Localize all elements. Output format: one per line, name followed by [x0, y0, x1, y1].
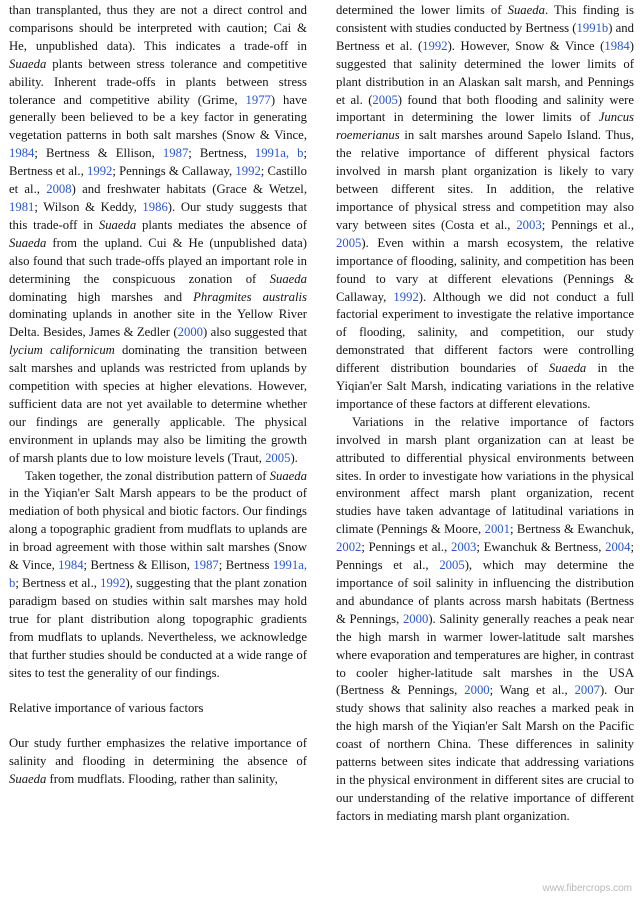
citation-link[interactable]: 1984	[9, 146, 35, 161]
citation-link[interactable]: 2005	[439, 558, 465, 573]
citation-link[interactable]: 1991a, b	[9, 558, 307, 590]
citation-link[interactable]: 1992	[422, 38, 448, 53]
citation-link[interactable]: 1991b	[576, 20, 609, 35]
citation-link[interactable]: 1992	[235, 164, 261, 179]
left-paragraph-2: Taken together, the zonal distribution pattern of Suaeda in the Yiqian'er Salt Marsh appears to be the product of mediation of both physical and biotic factors. Our findings along a topographic gradient from mudflats to uplands are in broad agreement with those within salt marshes (Snow & Vince, 1984; Bertness & Ellison, 1987; Bertness 1991a, b; Bertness et al., 1992), suggesting that the plant zonation paradigm based on studies within salt marshes may hold true for plant distribution along topographic gradients from mudflats to uplands. Nevertheless, we acknowledge that further studies should be conducted at a wide range of sites to test the generality of our findings.	[9, 468, 307, 680]
citation-link[interactable]: 1984	[604, 38, 630, 53]
left-paragraph-3: Our study further emphasizes the relative importance of salinity and flooding in determining the absence of Suaeda from mudflats. Flooding, rather than salinity,	[9, 736, 307, 787]
citation-link[interactable]: 2005	[265, 450, 291, 465]
left-paragraph-1: than transplanted, thus they are not a direct control and comparisons should be interpreted with caution; Cai & He, unpublished data). This indicates a trade-off in Suaeda plants between stress tolerance and competitive ability. Inherent trade-offs in plants between stress tolerance and competitive ability (Grime, 1977) have generally been believed to be a key factor in generating vegetation patterns in both salt marshes (Snow & Vince, 1984; Bertness & Ellison, 1987; Bertness, 1991a, b; Bertness et al., 1992; Pennings & Callaway, 1992; Castillo et al., 2008) and freshwater habitats (Grace & Wetzel, 1981; Wilson & Keddy, 1986). Our study suggests that this trade-off in Suaeda plants mediates the absence of Suaeda from the upland. Cui & He (unpublished data) also found that such trade-offs played an important role in determining the conspicuous zonation of Suaeda dominating high marshes and Phragmites australis dominating uplands in another site in the Yellow River Delta. Besides, James & Zedler (2000) also suggested that lycium californicum dominating the transition between salt marshes and uplands was restricted from uplands by competition with species at higher elevations. However, sufficient data are not yet available to determine whether our findings are generally applicable. The physical environment in uplands may also be limiting the growth of marsh plants due to low moisture levels (Traut, 2005).	[9, 3, 307, 465]
citation-link[interactable]: 2005	[372, 92, 398, 107]
species-name: Phragmites australis	[193, 289, 307, 304]
citation-link[interactable]: 2007	[574, 683, 600, 698]
citation-link[interactable]: 2000	[464, 683, 490, 698]
citation-link[interactable]: 1977	[245, 92, 271, 107]
citation-link[interactable]: 1986	[142, 199, 168, 214]
citation-link[interactable]: 2002	[336, 540, 362, 555]
citation-link[interactable]: 1991a, b	[254, 146, 304, 161]
species-name: Suaeda	[269, 271, 307, 286]
right-column	[336, 2, 634, 826]
species-name: Suaeda	[9, 772, 47, 787]
citation-link[interactable]: 2004	[605, 540, 631, 555]
citation-link[interactable]: 1992	[87, 164, 113, 179]
citation-link[interactable]: 2000	[177, 325, 203, 340]
species-name: Suaeda	[9, 235, 47, 250]
citation-link[interactable]: 2001	[484, 522, 510, 537]
citation-link[interactable]: 2000	[402, 611, 429, 626]
citation-link[interactable]: 1992	[100, 576, 126, 590]
species-name: Suaeda	[269, 468, 307, 483]
watermark: www.fibercrops.com	[542, 883, 632, 894]
species-name: Suaeda	[98, 217, 137, 232]
right-paragraph-1: determined the lower limits of Suaeda. This finding is consistent with studies conducted by Bertness (1991b) and Bertness et al. (1992). However, Snow & Vince (1984) suggested that salinity determined the lower limits of plant distribution in an Alaskan salt marsh, and Pennings et al. (2005) found that both flooding and salinity were important in determining the lower limits of Juncus roemerianus in salt marshes around Sapelo Island. Thus, the relative importance of different physical factors involved in marsh plant organization is likely to vary between different sites. In addition, the relative importance of physical stress and competition may also vary between sites (Costa et al., 2003; Pennings et al., 2005). Even within a marsh ecosystem, the relative importance of flooding, salinity, and competition has been found to vary at different elevations (Pennings & Callaway, 1992). Although we did not conduct a full factorial experiment to investigate the relative importance of flooding, salinity, and competition, our study demonstrated that different factors were controlling different distribution boundaries of Suaeda in the Yiqian'er Salt Marsh, indicating variations in the relative importance of these factors at different elevations.	[336, 3, 634, 411]
citation-link[interactable]: 2003	[516, 217, 542, 232]
citation-link[interactable]: 1992	[393, 289, 419, 304]
citation-link[interactable]: 2005	[336, 235, 362, 250]
species-name: Suaeda	[9, 56, 47, 71]
species-name: lycium californicum	[9, 343, 115, 358]
section-heading: Relative importance of various factors	[9, 701, 204, 716]
citation-link[interactable]: 2008	[46, 182, 72, 197]
citation-link[interactable]: 1987	[193, 558, 219, 573]
right-paragraph-2: Variations in the relative importance of factors involved in marsh plant organization can at least be attributed to differential physical environments between sites. In order to investigate how variations in the physical environment affect marsh plant organization, recent studies have taken advantage of latitudinal variations in climate (Pennings & Moore, 2001; Bertness & Ewanchuk, 2002; Pennings et al., 2003; Ewanchuk & Bertness, 2004; Pennings et al., 2005), which may determine the importance of soil salinity in influencing the distribution and abundance of plants across marsh habitats (Bertness & Pennings, 2000). Salinity generally reaches a peak near the high marsh in warmer lower-latitude salt marshes where evaporation and temperatures are higher, in contrast to cooler higher-latitude salt marshes in the USA (Bertness & Pennings, 2000; Wang et al., 2007). Our study shows that salinity also reaches a marked peak in the high marsh of the Yiqian'er Salt Marsh on the Pacific coast of northern China. These differences in salinity patterns between sites indicate that addressing variations in the physical environment in different sites are crucial to our understanding of the relative importance of different factors in mediating marsh plant organization.	[336, 414, 634, 823]
citation-link[interactable]: 2003	[451, 540, 477, 555]
citation-link[interactable]: 1987	[162, 146, 189, 161]
citation-link[interactable]: 1981	[9, 199, 35, 214]
left-column	[9, 2, 307, 789]
citation-link[interactable]: 1984	[58, 558, 84, 573]
species-name: Juncus roemerianus	[336, 110, 634, 143]
species-name: Suaeda	[548, 361, 587, 376]
species-name: Suaeda	[507, 3, 545, 17]
